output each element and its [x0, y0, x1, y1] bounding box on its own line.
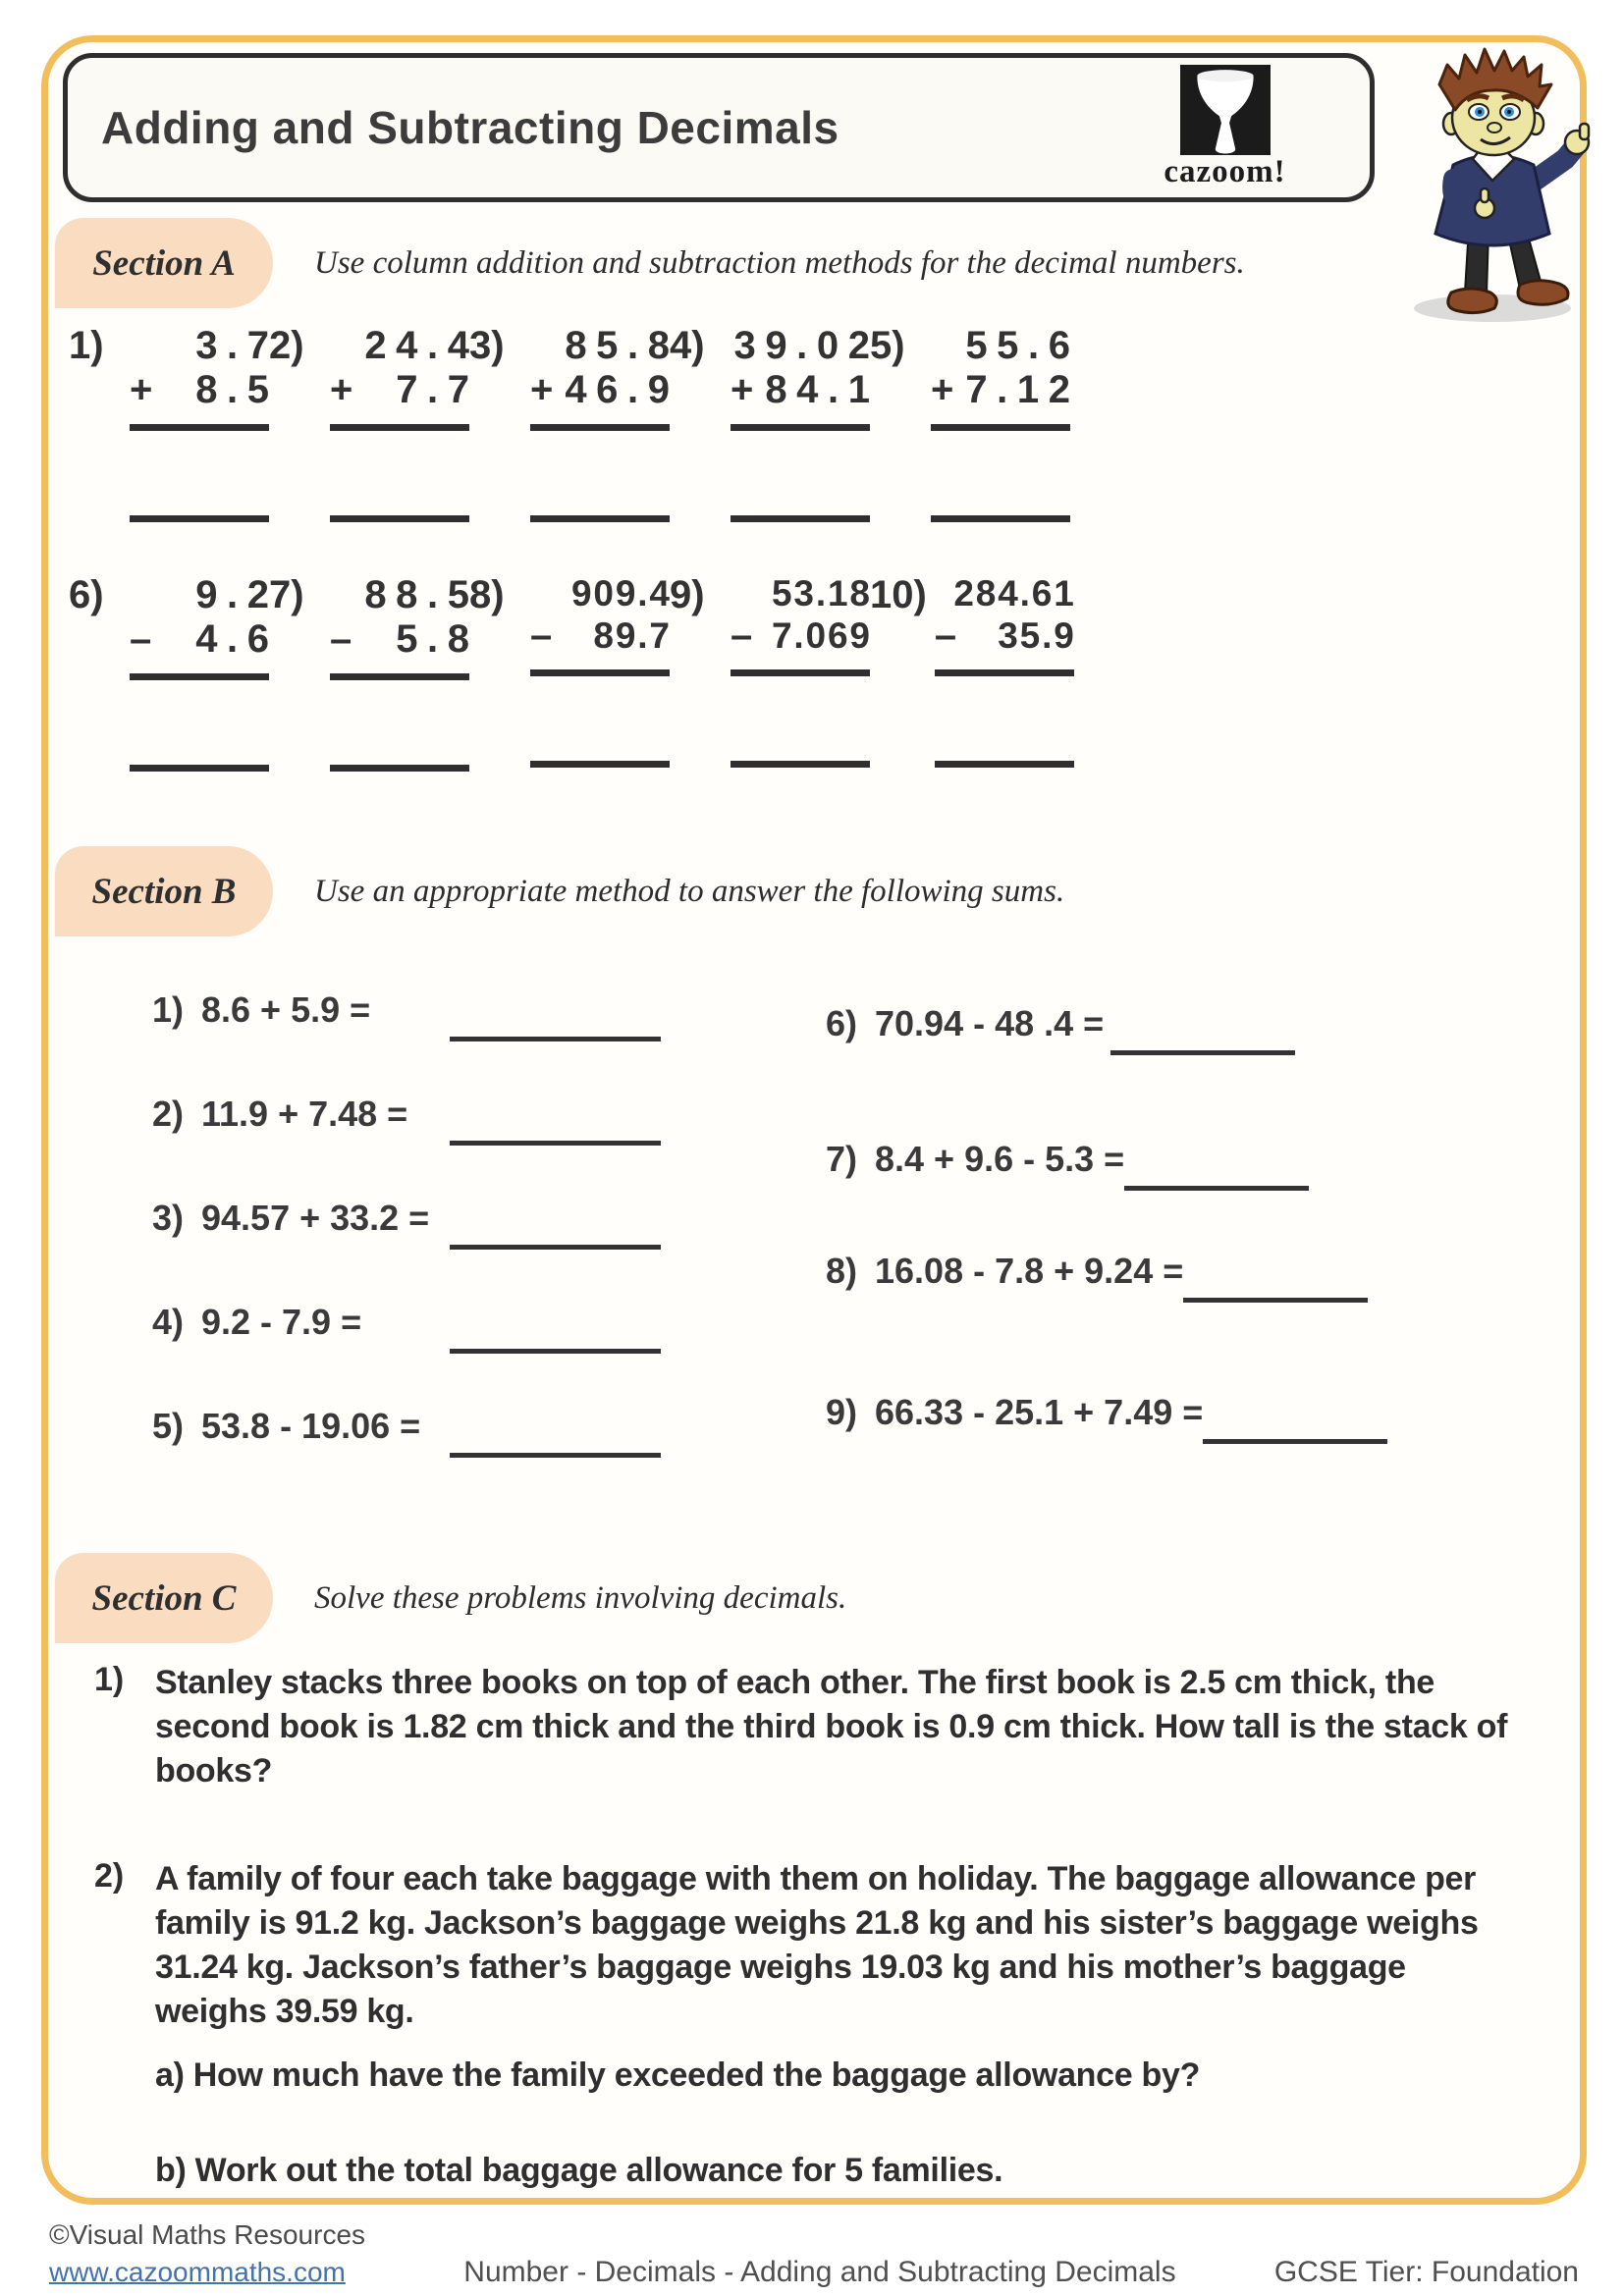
footer-tier-text: GCSE Tier: Foundation	[1273, 2255, 1579, 2288]
problem-number: 8)	[826, 1251, 858, 1291]
operator: +	[330, 367, 353, 411]
answer-line	[450, 1140, 661, 1146]
operand-top: 55.6	[965, 324, 1080, 367]
operand-bottom: 35.9	[998, 615, 1076, 657]
operand-top: 3.7	[195, 324, 279, 367]
section-a-problems	[69, 324, 1080, 772]
operator: +	[530, 367, 554, 411]
expression: 9.2 - 7.9 =	[201, 1302, 362, 1342]
answer-rule	[731, 515, 870, 522]
operand-top: 53.18	[772, 572, 872, 614]
problem-number: 1)	[152, 989, 185, 1030]
problem-number: 7)	[826, 1139, 858, 1179]
operand-top: 9.2	[195, 572, 279, 616]
sub-question-a: a) How much have the family exceeded the baggage allowance by?	[155, 2056, 1201, 2094]
expression: 16.08 - 7.8 + 9.24 =	[875, 1251, 1184, 1291]
sum-rule	[130, 424, 269, 431]
expression: 66.33 - 25.1 + 7.49 =	[875, 1392, 1204, 1432]
problem-number: 5)	[870, 324, 905, 367]
answer-line	[450, 1452, 661, 1458]
column-problem-9	[670, 573, 870, 772]
column-problem-6	[69, 572, 279, 772]
expression: 11.9 + 7.48 =	[201, 1094, 408, 1134]
copyright-text: ©Visual Maths Resources	[49, 2219, 366, 2250]
sub-question-b: b) Work out the total baggage allowance for 5 families.	[155, 2151, 1003, 2189]
answer-line	[1183, 1297, 1368, 1303]
sum-row-9	[826, 1392, 1295, 1433]
operator: –	[530, 614, 553, 658]
answer-line	[450, 1036, 661, 1041]
section-a-header	[55, 218, 1245, 308]
expression: 94.57 + 33.2 =	[201, 1198, 430, 1238]
operand-bottom: 46.9	[565, 367, 679, 411]
answer-rule	[935, 761, 1074, 768]
answer-rule	[330, 765, 469, 772]
sum-row-3	[152, 1198, 661, 1239]
sum-row-7	[826, 1139, 1295, 1180]
sum-row-5	[152, 1406, 661, 1447]
column-problem-4	[670, 324, 880, 522]
operator: –	[934, 614, 957, 658]
word-problem-1	[94, 1661, 1518, 1794]
page-title: Adding and Subtracting Decimals	[101, 102, 839, 153]
section-c-problems	[94, 1661, 1518, 2253]
answer-rule	[130, 515, 269, 522]
column-problem-1	[69, 324, 279, 522]
problem-text: A family of four each take baggage with them on holiday. The baggage allowance per family is 91.2 kg. Jackson’s baggage weighs 21.8 kg and his sister’s baggage weighs 31.24 kg. Jackson’s father’s baggage weighs 19.03 kg and his mother’s baggage weighs 39.59 kg.	[155, 1859, 1479, 2031]
answer-line	[450, 1244, 661, 1250]
problem-number: 1)	[69, 324, 104, 367]
word-problem-2	[94, 1857, 1518, 2190]
problem-number: 6)	[826, 1003, 858, 1043]
section-b-instruction: Use an appropriate method to answer the following sums.	[314, 873, 1065, 909]
sum-row-1	[152, 989, 661, 1031]
section-b-right-column	[826, 989, 1295, 1510]
operator: +	[130, 367, 153, 411]
column-problem-3	[469, 324, 679, 522]
sum-rule	[935, 669, 1074, 676]
sum-row-8	[826, 1251, 1295, 1292]
section-a-instruction: Use column addition and subtraction methods for the decimal numbers.	[314, 244, 1245, 281]
brand-name: cazoom!	[1164, 154, 1286, 189]
problem-number: 2)	[152, 1094, 185, 1134]
answer-rule	[530, 761, 670, 768]
operator: +	[731, 367, 754, 411]
answer-line	[1124, 1185, 1309, 1191]
operand-bottom: 5.8	[396, 616, 479, 661]
problem-number: 9)	[670, 572, 705, 616]
operand-bottom: 4.6	[195, 616, 279, 661]
operand-top: 909.4	[571, 572, 672, 614]
column-problem-10	[870, 573, 1074, 772]
footer	[49, 2216, 1579, 2291]
answer-rule	[931, 515, 1070, 522]
sum-rule	[330, 424, 469, 431]
operator: +	[931, 367, 954, 411]
operand-top: 85.8	[565, 324, 679, 367]
problem-number: 4)	[670, 324, 705, 367]
sum-row-6	[826, 1003, 1295, 1044]
operand-top: 284.61	[953, 572, 1076, 614]
mascot-boy-illustration	[1382, 45, 1604, 326]
section-c-label: Section C	[55, 1553, 273, 1643]
operator: –	[731, 614, 753, 658]
expression: 8.6 + 5.9 =	[201, 989, 371, 1030]
sum-row-4	[152, 1302, 661, 1343]
problem-number: 4)	[152, 1302, 185, 1342]
answer-rule	[130, 765, 269, 772]
problem-number: 2)	[269, 324, 304, 367]
title-bar	[63, 53, 1375, 202]
problem-number: 1)	[94, 1661, 125, 1698]
sum-row-2	[152, 1094, 661, 1135]
section-b-left-column	[152, 989, 661, 1510]
section-c-header	[55, 1553, 846, 1643]
operand-bottom: 7.12	[965, 367, 1080, 411]
website-link[interactable]: www.cazoommaths.com	[49, 2256, 346, 2287]
operand-top: 88.5	[364, 572, 479, 616]
column-problem-8	[469, 573, 670, 772]
expression: 8.4 + 9.6 - 5.3 =	[875, 1139, 1125, 1179]
operand-bottom: 7.069	[772, 615, 872, 657]
answer-rule	[330, 515, 469, 522]
section-a-label: Section A	[55, 218, 273, 308]
answer-rule	[731, 761, 870, 768]
column-problem-7	[269, 572, 479, 772]
section-b-label: Section B	[55, 846, 273, 936]
section-c-instruction: Solve these problems involving decimals.	[314, 1579, 847, 1616]
operand-bottom: 7.7	[396, 367, 479, 411]
operand-bottom: 8.5	[195, 367, 279, 411]
operator: –	[130, 616, 152, 661]
operand-top: 39.02	[733, 324, 880, 367]
answer-rule	[530, 515, 670, 522]
footer-topic-text: Number - Decimals - Adding and Subtracting Decimals	[463, 2255, 1176, 2288]
footer-left-block	[49, 2216, 365, 2291]
djembe-drum-icon	[1180, 65, 1271, 155]
section-b-header	[55, 846, 1064, 936]
section-b-problems	[152, 989, 1295, 1510]
problem-number: 2)	[94, 1856, 125, 1895]
answer-line	[450, 1348, 661, 1354]
sum-rule	[931, 424, 1070, 431]
problem-number: 3)	[152, 1198, 185, 1238]
operand-bottom: 84.1	[765, 367, 880, 411]
problem-number: 7)	[269, 572, 304, 616]
problem-number: 5)	[152, 1406, 185, 1446]
brand-logo	[1119, 65, 1330, 190]
sum-rule	[330, 673, 469, 680]
expression: 53.8 - 19.06 =	[201, 1406, 421, 1446]
operand-bottom: 89.7	[593, 615, 672, 657]
problem-number: 10)	[870, 572, 927, 616]
answer-line	[1110, 1049, 1295, 1055]
problem-number: 6)	[69, 572, 104, 616]
expression: 70.94 - 48 .4 =	[875, 1003, 1105, 1043]
sum-rule	[731, 424, 870, 431]
problem-number: 9)	[826, 1392, 858, 1432]
problem-number: 3)	[469, 324, 505, 367]
operand-top: 24.4	[364, 324, 479, 367]
sum-rule	[530, 424, 670, 431]
operator: –	[330, 616, 352, 661]
problem-text: Stanley stacks three books on top of each other. The first book is 2.5 cm thick, the second book is 1.82 cm thick and the third book is 0.9 cm thick. How tall is the stack of books?	[155, 1664, 1508, 1790]
problem-number: 8)	[469, 572, 505, 616]
sum-rule	[130, 673, 269, 680]
sum-rule	[530, 669, 670, 676]
column-problem-5	[870, 324, 1080, 522]
sum-rule	[731, 669, 870, 676]
answer-line	[1203, 1438, 1387, 1444]
column-problem-2	[269, 324, 479, 522]
